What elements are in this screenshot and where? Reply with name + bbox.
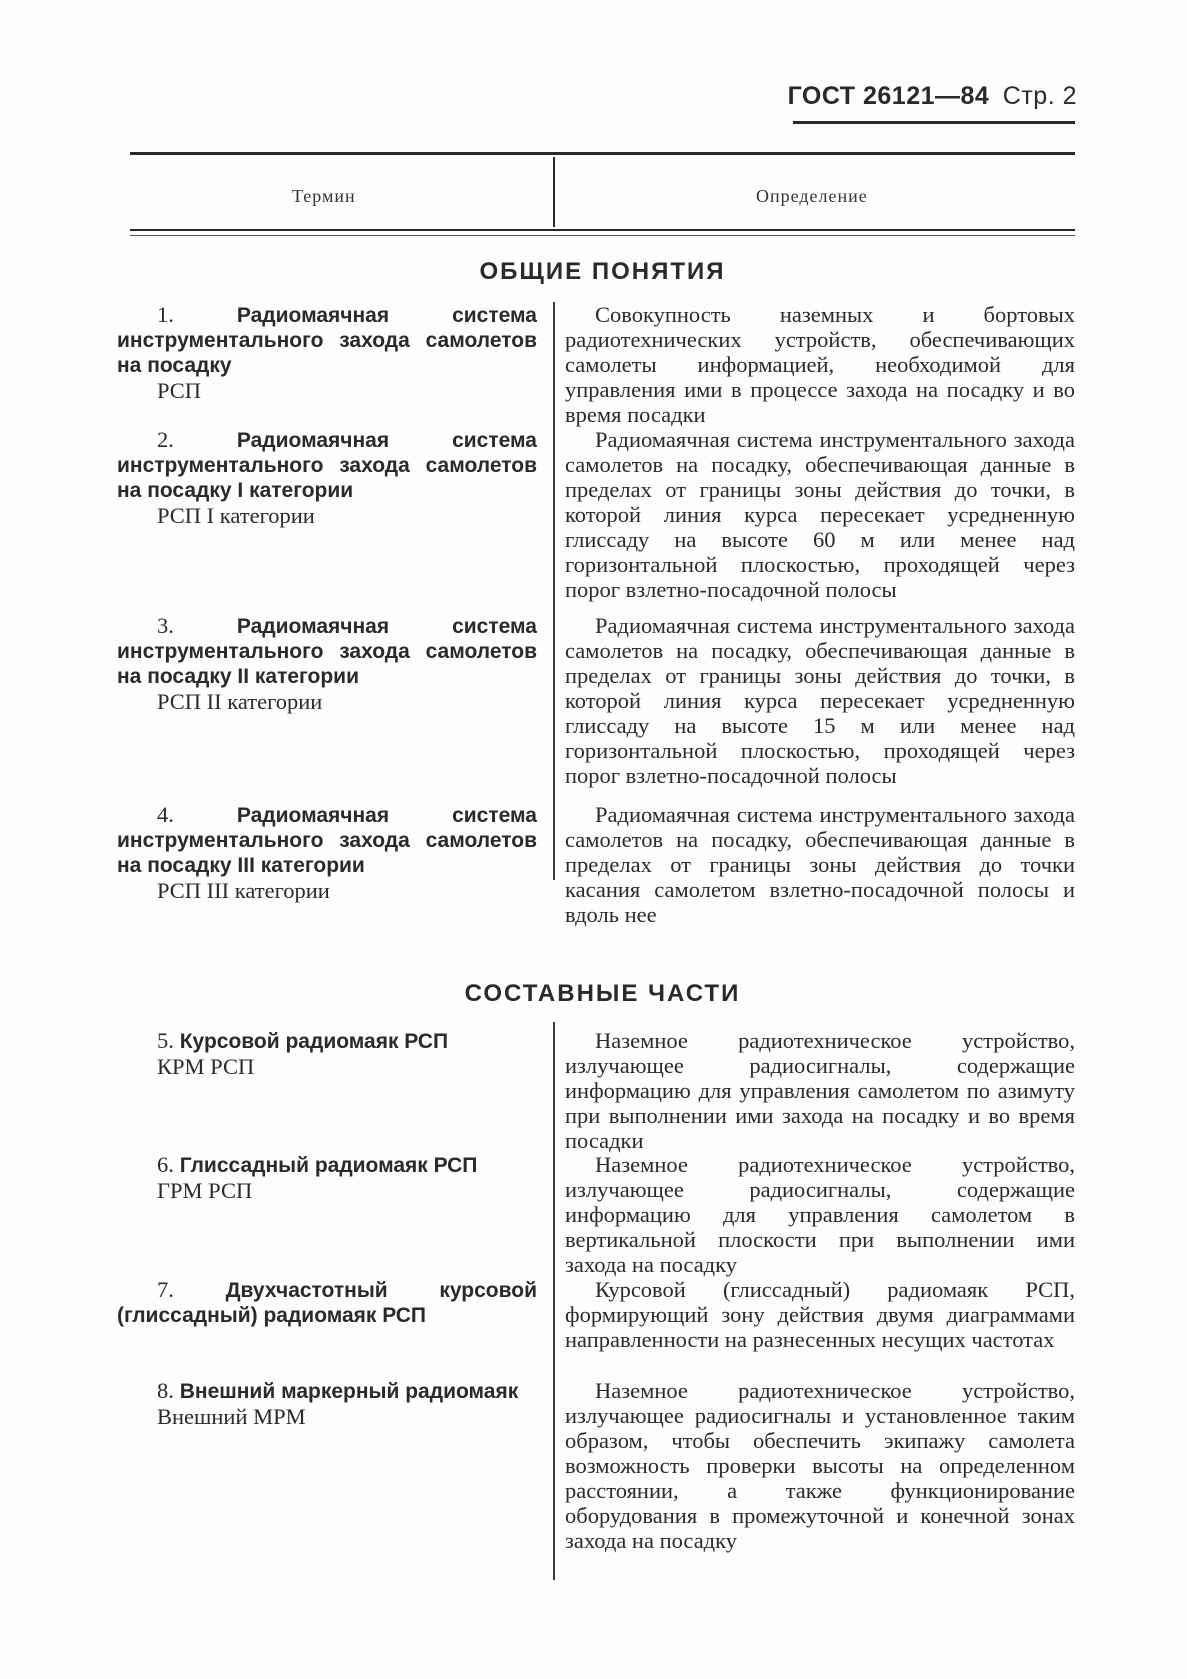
definition-text: Радиомаячная система инструментального захода самолетов на посадку, обеспечивающая данные в пределах от границы зоны действия до точки, в которой линия курса пересекает усредненную глиссаду на высоте 15 м или менее над горизонтальной плоскостью, проходящей через порог взлетно-посадочной полосы [565,613,1075,788]
term-entry [117,1028,537,1079]
column-header-term: Термин [292,186,356,206]
definition-text: Курсовой (глиссадный) радиомаяк РСП, формирующий зону действия двумя диаграммами направленности на разнесенных несущих частотах [565,1277,1075,1352]
definition-text: Совокупность наземных и бортовых радиотехнических устройств, обеспечивающих самолеты информацией, необходимой для управления ими в процессе захода на посадку и во время посадки [565,302,1075,427]
term-entry [117,1378,537,1429]
standard-number: ГОСТ 26121—84 [787,82,990,110]
term-abbreviation: Внешний МРМ [157,1404,306,1429]
table-top-rule [130,152,1075,155]
header-bottom-rule-thin [130,235,1075,236]
term-abbreviation: РСП III категории [157,878,330,903]
definition-entry [565,1028,1075,1153]
definition-entry [565,427,1075,602]
term-entry [117,613,537,714]
term-name: 6. Глиссадный радиомаяк РСП [157,1152,478,1177]
term-name: 3. Радиомаячная система инструментального захода самолетов на посадку II категории [117,613,537,688]
term-name: 4. Радиомаячная система инструментального захода самолетов на посадку III категории [117,802,537,877]
term-abbreviation: РСП I категории [157,503,315,528]
definition-entry [565,1152,1075,1277]
term-name: 7. Двухчастотный курсовой (глиссадный) радиомаяк РСП [117,1277,537,1327]
term-name: 5. Курсовой радиомаяк РСП [157,1028,449,1053]
section-title: СОСТАВНЫЕ ЧАСТИ [464,980,741,1007]
page-header [788,82,1077,111]
term-name: 8. Внешний маркерный радиомаяк [157,1378,519,1403]
section-title: ОБЩИЕ ПОНЯТИЯ [479,258,726,285]
term-name: 1. Радиомаячная система инструментального захода самолетов на посадку [117,302,537,377]
definition-text: Наземное радиотехническое устройство, излучающее радиосигналы и установленное таким образом, чтобы обеспечить экипажу самолета возможность проверки высоты на определенном расстоянии, а также функционирование оборудования в промежуточной и конечной зонах захода на посадку [565,1378,1075,1553]
header-column-divider [553,157,555,227]
term-name: 2. Радиомаячная система инструментального захода самолетов на посадку I категории [117,427,537,502]
column-header-definition: Определение [756,186,868,206]
column-divider [553,1022,555,1580]
definition-text: Наземное радиотехническое устройство, излучающее радиосигналы, содержащие информацию для управления самолетом по азимуту при выполнении ими захода на посадку и во время посадки [565,1028,1075,1153]
column-divider [553,302,555,880]
term-entry [117,427,537,528]
definition-entry [565,613,1075,788]
definition-entry [565,1277,1075,1352]
page-number: Стр. 2 [1002,82,1077,110]
term-abbreviation: КРМ РСП [157,1054,255,1079]
definition-entry [565,302,1075,427]
definition-entry [565,1378,1075,1553]
term-abbreviation: РСП [157,378,202,403]
definition-text: Радиомаячная система инструментального захода самолетов на посадку, обеспечивающая данные в пределах от границы зоны действия до точки касания самолетом взлетно-посадочной полосы и вдоль нее [565,802,1075,927]
term-abbreviation: РСП II категории [157,689,323,714]
header-bottom-rule [130,229,1075,231]
definition-text: Радиомаячная система инструментального захода самолетов на посадку, обеспечивающая данные в пределах от границы зоны действия до точки, в которой линия курса пересекает усредненную глиссаду на высоте 60 м или менее над горизонтальной плоскостью, проходящей через порог взлетно-посадочной полосы [565,427,1075,602]
definition-entry [565,802,1075,927]
term-abbreviation: ГРМ РСП [157,1178,253,1203]
term-entry [117,802,537,903]
definition-text: Наземное радиотехническое устройство, излучающее радиосигналы, содержащие информацию для управления самолетом в вертикальной плоскости при выполнении ими захода на посадку [565,1152,1075,1277]
header-rule [793,121,1075,124]
term-entry [117,1152,537,1203]
term-entry [117,302,537,403]
term-entry [117,1277,537,1328]
